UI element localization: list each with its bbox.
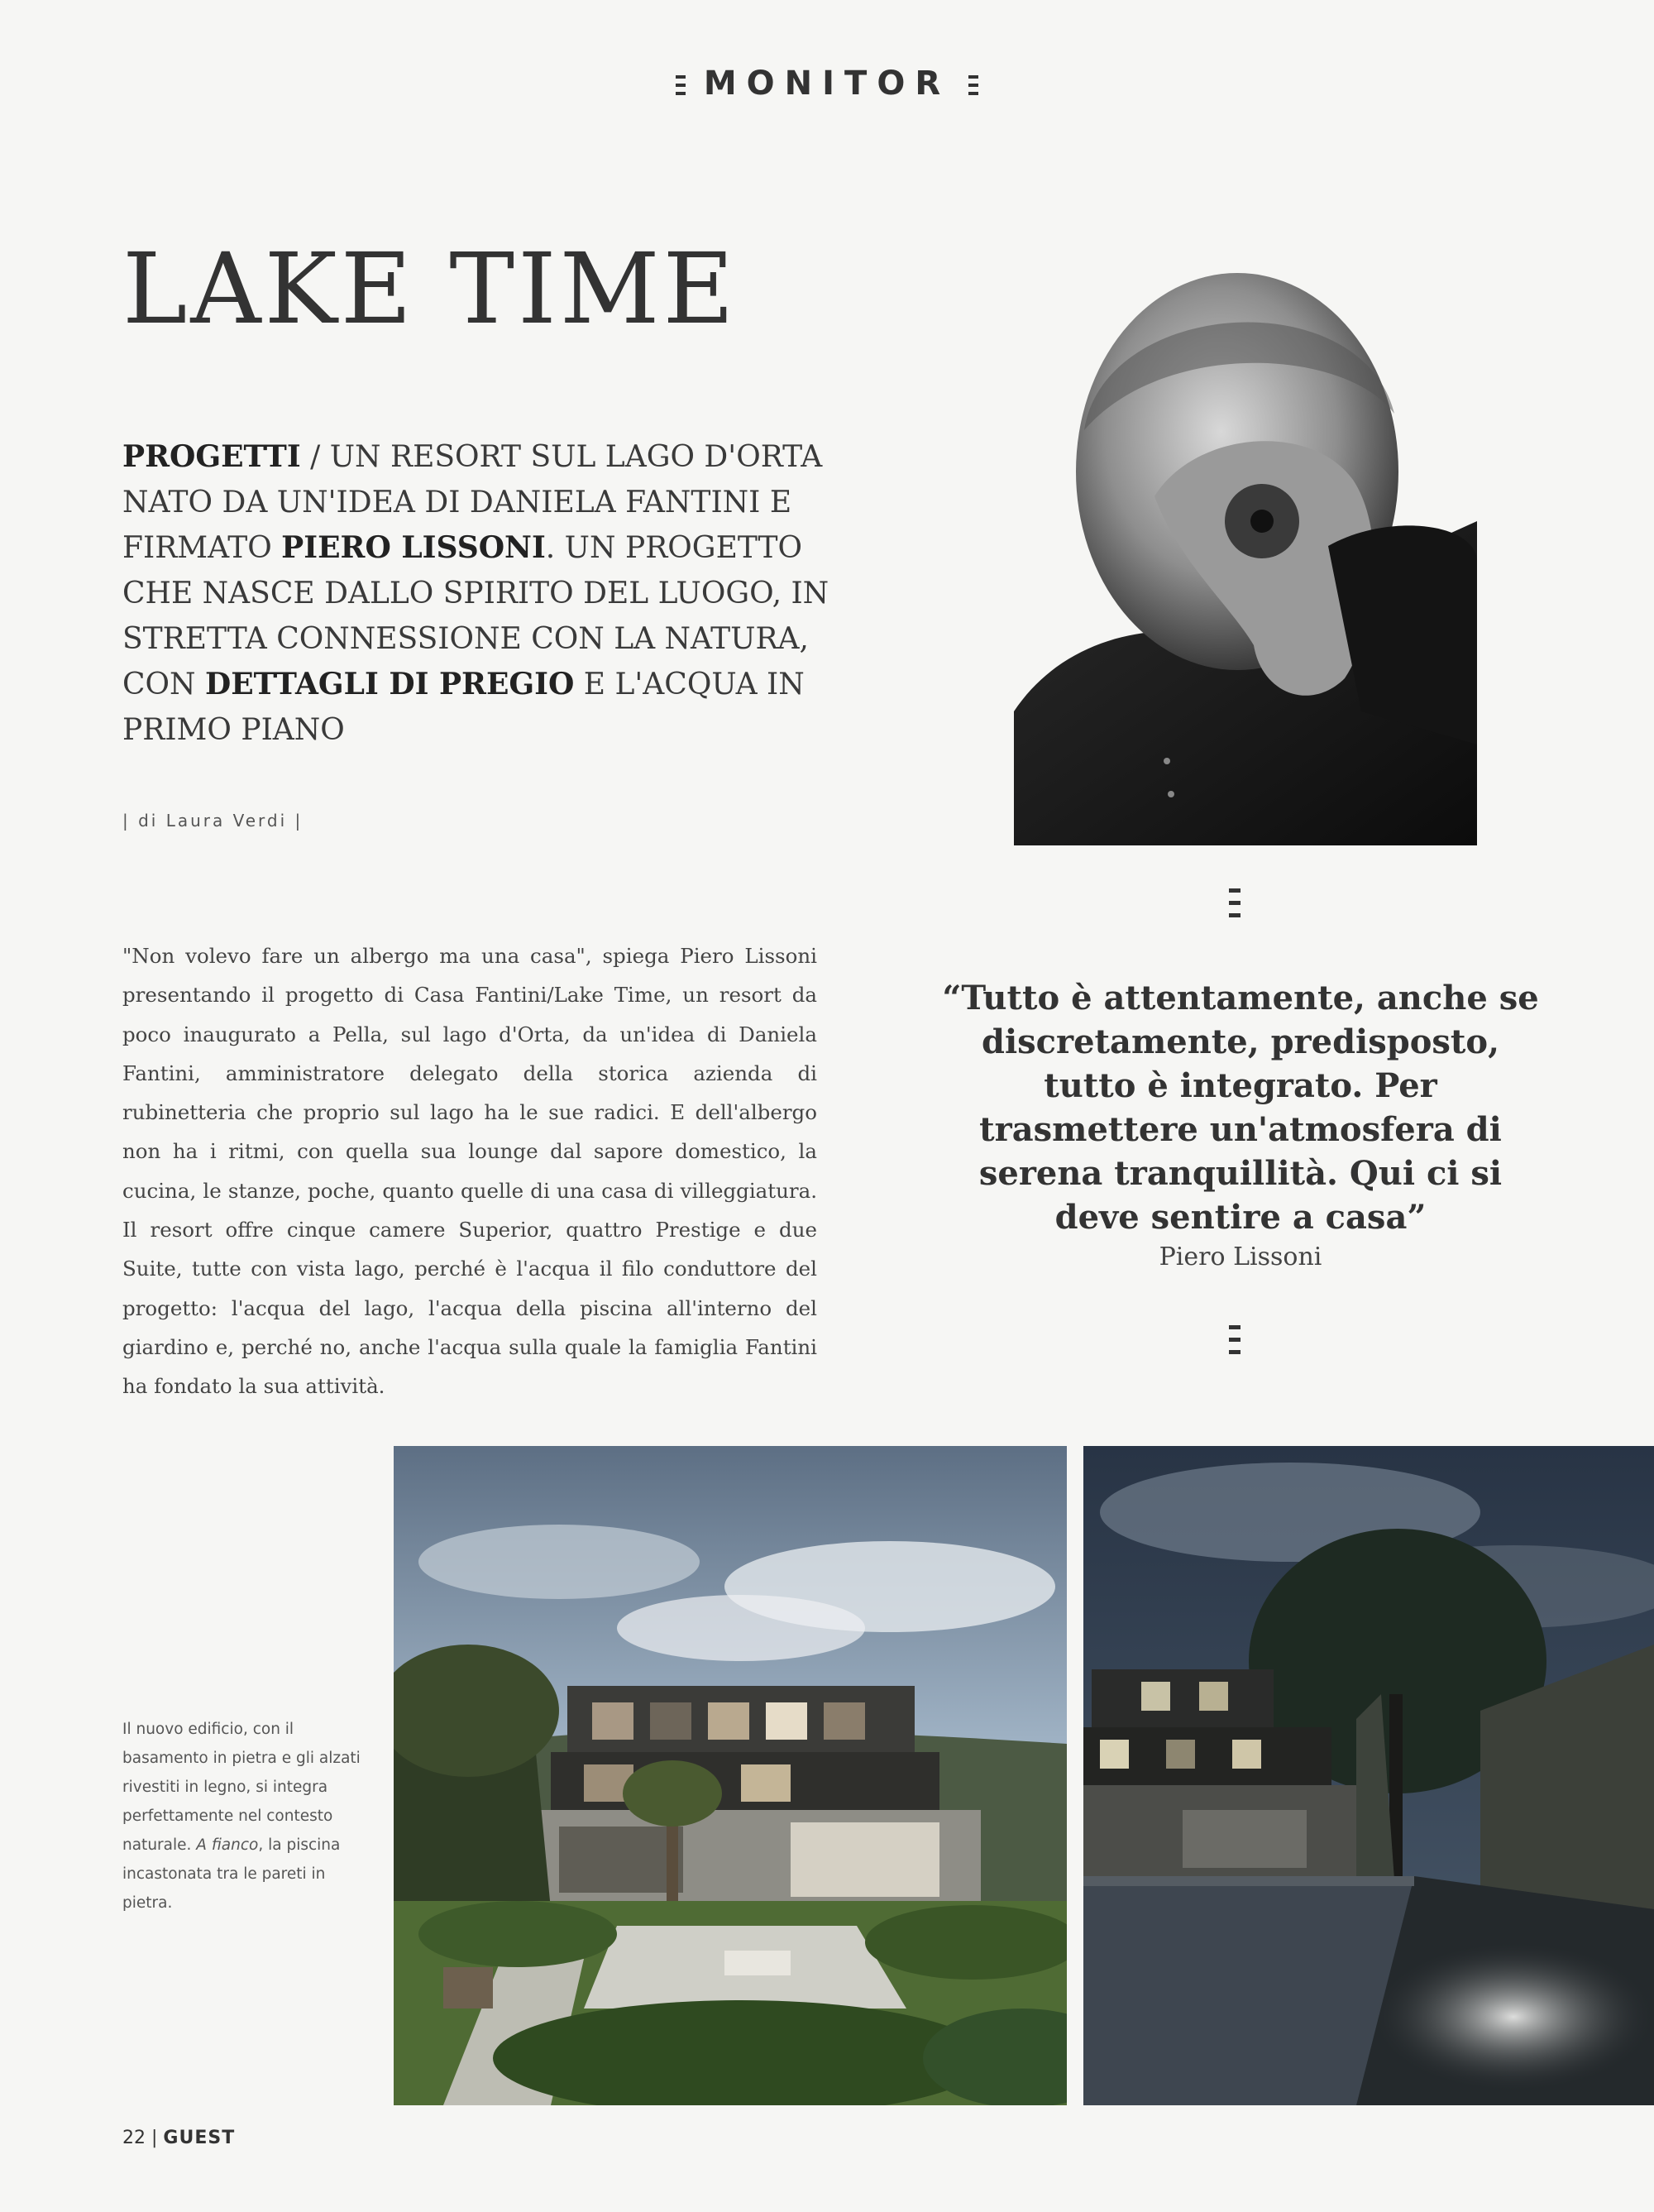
divider-icon — [1229, 1317, 1240, 1362]
article-lead — [122, 434, 842, 753]
dash-mark-icon — [676, 70, 686, 100]
quote-author: Piero Lissoni — [1159, 1242, 1322, 1271]
divider-icon — [1229, 880, 1240, 926]
portrait-photo — [1014, 248, 1477, 845]
caption-text: , la piscina incastonata tra le pareti in pietra. — [122, 1836, 341, 1912]
byline: | di Laura Verdi | — [122, 811, 304, 831]
magazine-name: GUEST — [163, 2128, 236, 2148]
lead-text: / UN RESORT SUL LAGO D'ORTA NATO DA UN'IDEA DI DANIELA FANTINI E FIRMATO — [122, 440, 823, 565]
lead-highlight: DETTAGLI DI PREGIO — [205, 667, 575, 701]
article-body: "Non volevo fare un albergo ma una casa", spiega Piero Lissoni presentando il progetto di Casa Fantini/Lake Time, un resort da poco inaugurato a Pella, sul lago d'Orta, da un'idea di Daniela Fantini, amministratore delegato della storica azienda di rubinetteria che proprio sul lago ha le sue radici. E dell'albergo non ha i ritmi, con quella sua lounge dal sapore domestico, la cucina, le stanze, poche, quanto quelle di una casa di villeggiatura. Il resort offre cinque camere Superior, quattro Prestige e due Suite, tutte con vista lago, perché è l'acqua il filo conduttore del progetto: l'acqua del lago, l'acqua della piscina all'interno del giardino e, perché no, anche l'acqua sulla quale la famiglia Fantini ha fondato la sua attività. — [122, 944, 817, 1399]
lead-highlight: PIERO LISSONI — [281, 530, 546, 565]
footer-separator: | — [151, 2128, 164, 2148]
dash-mark-icon — [968, 70, 978, 100]
caption-text: A fianco — [196, 1836, 259, 1854]
caption-text: Il nuovo edificio, con il basamento in pietra e gli alzati rivestiti in legno, si integra perfettamente nel contesto naturale. — [122, 1721, 361, 1854]
page-number: 22 — [122, 2128, 146, 2148]
lead-highlight: PROGETTI — [122, 439, 301, 474]
photo-caption — [122, 1715, 372, 1918]
page-footer — [122, 2128, 235, 2148]
section-header — [0, 65, 1654, 103]
lead-text: . UN PROGETTO CHE NASCE DALLO SPIRITO DEL LUOGO, IN STRETTA CONNESSIONE CON LA NATURA, CON — [122, 531, 829, 701]
article-title: LAKE TIME — [122, 232, 738, 346]
lead-text: E L'ACQUA IN PRIMO PIANO — [122, 668, 805, 747]
pull-quote: “Tutto è attentamente, anche se discretamente, predisposto, tutto è integrato. Per trasmettere un'atmosfera di serena tranquillità. Qui ci si deve sentire a casa” — [942, 979, 1539, 1237]
resort-exterior-photo — [394, 1446, 1067, 2105]
section-label: MONITOR — [703, 65, 951, 103]
pool-night-photo — [1083, 1446, 1654, 2105]
